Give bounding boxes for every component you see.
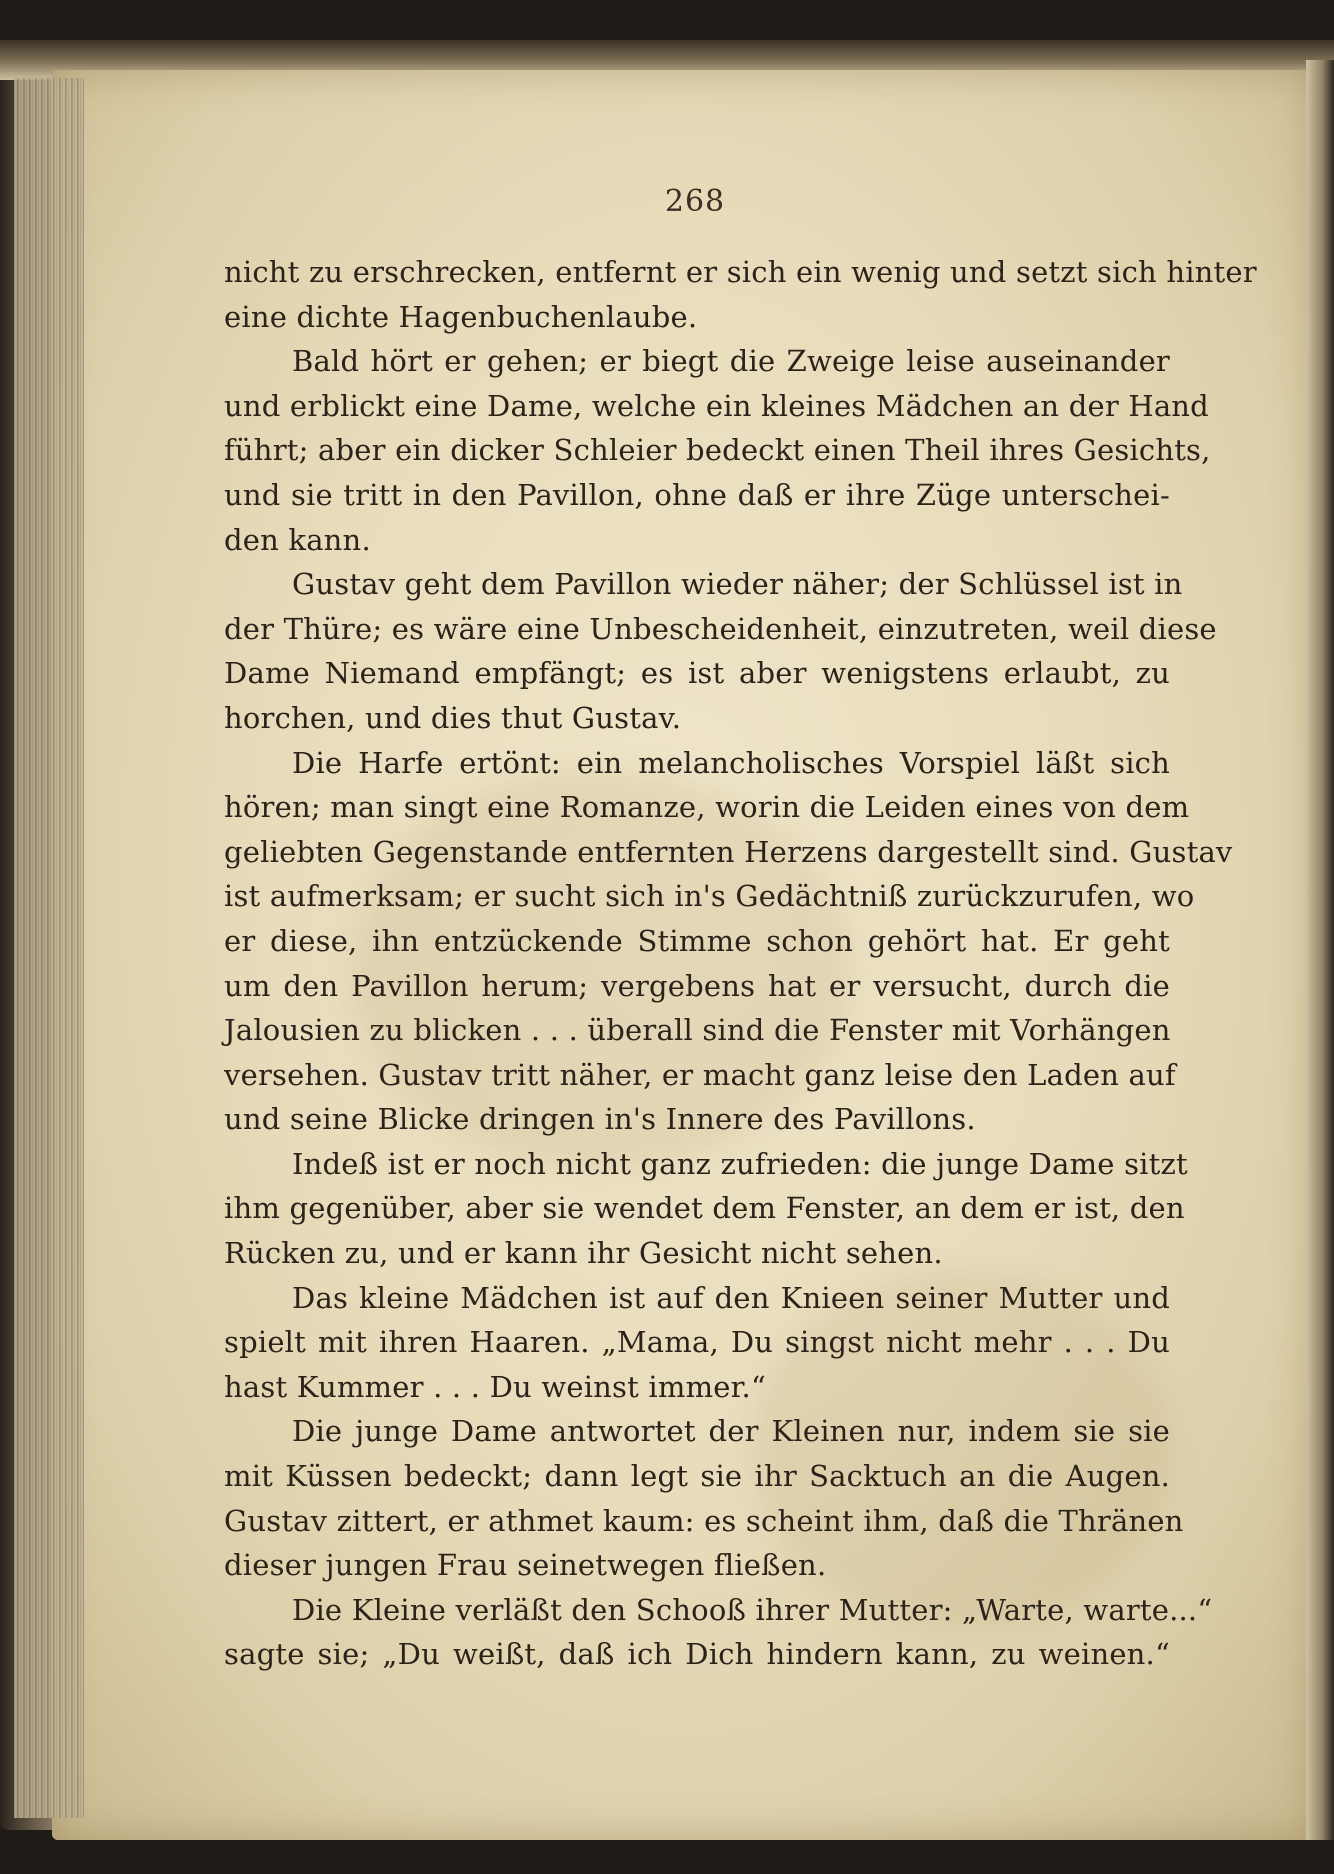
text-line: Die Kleine verläßt den Schooß ihrer Mutter: „Warte, warte...“ — [292, 1592, 1213, 1627]
text-line: der Thüre; es wäre eine Unbescheidenheit, einzutreten, weil diese — [224, 611, 1217, 646]
text-line: Dame Niemand empfängt; es ist aber wenigstens erlaubt, zu — [224, 656, 1170, 691]
text-line: ist aufmerksam; er sucht sich in's Gedächtniß zurückzurufen, wo — [224, 879, 1195, 914]
page-number: 268 — [664, 184, 726, 219]
text-line: Bald hört er gehen; er biegt die Zweige leise auseinander — [292, 344, 1170, 379]
text-line: Die junge Dame antwortet der Kleinen nur, indem sie sie — [292, 1414, 1170, 1449]
text-line: eine dichte Hagenbuchenlaube. — [224, 299, 698, 334]
text-line: Gustav geht dem Pavillon wieder näher; der Schlüssel ist in — [292, 567, 1183, 602]
text-line: dieser jungen Frau seinetwegen fließen. — [224, 1548, 827, 1583]
text-line: spielt mit ihren Haaren. „Mama, Du singst nicht mehr . . . Du — [224, 1325, 1170, 1360]
text-line: sagte sie; „Du weißt, daß ich Dich hindern kann, zu weinen.“ — [224, 1637, 1170, 1672]
text-line: nicht zu erschrecken, entfernt er sich ein wenig und setzt sich hinter — [224, 255, 1257, 289]
text-line: Jalousien zu blicken . . . überall sind die Fenster mit Vorhängen — [224, 1013, 1171, 1048]
text-line: er diese, ihn entzückende Stimme schon gehört hat. Er geht — [224, 923, 1170, 958]
book-right-edge — [1306, 60, 1334, 1840]
text-line: hast Kummer . . . Du weinst immer.“ — [224, 1369, 766, 1404]
text-line: versehen. Gustav tritt näher, er macht ganz leise den Laden auf — [224, 1057, 1176, 1092]
body-text — [224, 250, 1257, 1677]
text-line: horchen, und dies thut Gustav. — [224, 700, 682, 735]
text-line: führt; aber ein dicker Schleier bedeckt einen Theil ihres Gesichts, — [224, 433, 1211, 468]
text-line: und erblickt eine Dame, welche ein kleines Mädchen an der Hand — [224, 388, 1209, 423]
text-line: ihm gegenüber, aber sie wendet dem Fenster, an dem er ist, den — [224, 1191, 1185, 1226]
text-line: Die Harfe ertönt: ein melancholisches Vorspiel läßt sich — [292, 745, 1170, 780]
text-line: den kann. — [224, 522, 371, 557]
text-line: um den Pavillon herum; vergebens hat er versucht, durch die — [224, 968, 1170, 1003]
text-line: geliebten Gegenstande entfernten Herzens dargestellt sind. Gustav — [224, 834, 1233, 869]
page-edges — [14, 78, 84, 1818]
text-line: und seine Blicke dringen in's Innere des Pavillons. — [224, 1102, 976, 1137]
text-line: Gustav zittert, er athmet kaum: es scheint ihm, daß die Thränen — [224, 1503, 1184, 1538]
text-line: hören; man singt eine Romanze, worin die Leiden eines von dem — [224, 790, 1190, 825]
text-line: mit Küssen bedeckt; dann legt sie ihr Sacktuch an die Augen. — [224, 1459, 1170, 1494]
text-line: Das kleine Mädchen ist auf den Knieen seiner Mutter und — [292, 1280, 1170, 1315]
text-line: Rücken zu, und er kann ihr Gesicht nicht sehen. — [224, 1236, 943, 1271]
text-line: Indeß ist er noch nicht ganz zufrieden: die junge Dame sitzt — [292, 1146, 1188, 1181]
text-line: und sie tritt in den Pavillon, ohne daß er ihre Züge unterschei- — [224, 477, 1170, 512]
